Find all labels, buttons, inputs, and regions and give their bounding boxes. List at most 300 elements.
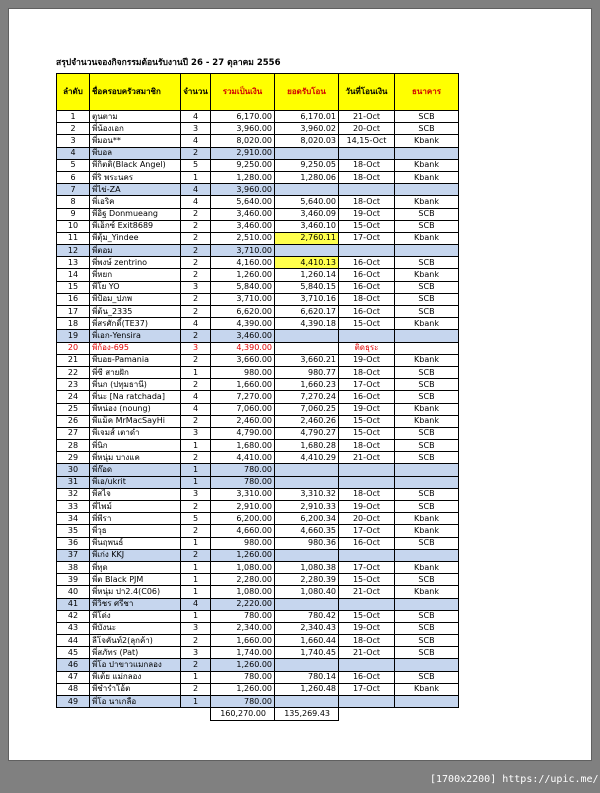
row-count: 1 bbox=[181, 610, 211, 622]
row-number: 31 bbox=[57, 476, 90, 488]
row-number: 10 bbox=[57, 220, 90, 232]
row-count: 2 bbox=[181, 549, 211, 561]
row-date bbox=[339, 549, 395, 561]
row-number: 19 bbox=[57, 330, 90, 342]
row-amount: 6,200.00 bbox=[211, 513, 275, 525]
row-bank: SCB bbox=[395, 208, 459, 220]
row-bank: SCB bbox=[395, 537, 459, 549]
row-amount: 3,710.00 bbox=[211, 293, 275, 305]
row-paid: 780.42 bbox=[275, 610, 339, 622]
row-number: 48 bbox=[57, 683, 90, 695]
table-row bbox=[57, 342, 459, 354]
row-paid: 1,740.45 bbox=[275, 647, 339, 659]
table-row bbox=[57, 220, 459, 232]
row-date: 16-Oct bbox=[339, 281, 395, 293]
row-count: 1 bbox=[181, 586, 211, 598]
row-bank: SCB bbox=[395, 281, 459, 293]
row-name: พี่ริ พระนคร bbox=[90, 171, 181, 183]
table-row bbox=[57, 574, 459, 586]
row-name: พี่ก๊อด bbox=[90, 464, 181, 476]
table-row bbox=[57, 464, 459, 476]
row-name: พี่นิก bbox=[90, 440, 181, 452]
row-date bbox=[339, 598, 395, 610]
table-row bbox=[57, 208, 459, 220]
row-bank: SCB bbox=[395, 635, 459, 647]
row-number: 16 bbox=[57, 293, 90, 305]
row-name: พี่บังนะ bbox=[90, 622, 181, 634]
table-row bbox=[57, 647, 459, 659]
row-amount: 3,460.00 bbox=[211, 220, 275, 232]
row-name: พี่ป้อม_ปภพ bbox=[90, 293, 181, 305]
table-header-row bbox=[57, 74, 459, 111]
row-number: 38 bbox=[57, 561, 90, 573]
image-host-caption: [1700x2200] https://upic.me/ bbox=[430, 774, 599, 785]
row-number: 3 bbox=[57, 135, 90, 147]
row-date: 16-Oct bbox=[339, 269, 395, 281]
row-number: 40 bbox=[57, 586, 90, 598]
row-paid: 2,280.39 bbox=[275, 574, 339, 586]
row-name: พี่หนุ่ม ปา2.4(C06) bbox=[90, 586, 181, 598]
row-date: 16-Oct bbox=[339, 306, 395, 318]
row-count: 2 bbox=[181, 415, 211, 427]
row-paid: 4,410.29 bbox=[275, 452, 339, 464]
row-amount: 6,170.00 bbox=[211, 111, 275, 123]
row-date: 19-Oct bbox=[339, 354, 395, 366]
row-name: พี่เอริค bbox=[90, 196, 181, 208]
row-paid: 4,390.18 bbox=[275, 318, 339, 330]
row-name: พี่สภัทร (Pat) bbox=[90, 647, 181, 659]
table-row bbox=[57, 184, 459, 196]
row-number: 4 bbox=[57, 147, 90, 159]
row-number: 26 bbox=[57, 415, 90, 427]
row-date: 19-Oct bbox=[339, 622, 395, 634]
row-amount: 3,710.00 bbox=[211, 245, 275, 257]
row-amount: 7,060.00 bbox=[211, 403, 275, 415]
row-name: พี่วิชร ศรีชา bbox=[90, 598, 181, 610]
row-count: 2 bbox=[181, 330, 211, 342]
row-count: 2 bbox=[181, 659, 211, 671]
table-row bbox=[57, 281, 459, 293]
row-paid: 3,460.10 bbox=[275, 220, 339, 232]
row-bank bbox=[395, 184, 459, 196]
row-count: 4 bbox=[181, 111, 211, 123]
row-date: 15-Oct bbox=[339, 574, 395, 586]
row-amount: 780.00 bbox=[211, 696, 275, 708]
row-paid: 6,170.01 bbox=[275, 111, 339, 123]
row-name: พี่โด่ง bbox=[90, 610, 181, 622]
row-date bbox=[339, 245, 395, 257]
row-bank: SCB bbox=[395, 379, 459, 391]
row-bank: SCB bbox=[395, 452, 459, 464]
row-name: พี่โอ นาเกลือ bbox=[90, 696, 181, 708]
row-name: พี่ไพม์ bbox=[90, 501, 181, 513]
row-number: 41 bbox=[57, 598, 90, 610]
table-row bbox=[57, 171, 459, 183]
row-count: 2 bbox=[181, 220, 211, 232]
header-paid: ยอดรับโอน bbox=[275, 74, 339, 111]
row-date: 18-Oct bbox=[339, 366, 395, 378]
row-amount: 780.00 bbox=[211, 476, 275, 488]
row-paid bbox=[275, 330, 339, 342]
row-amount: 9,250.00 bbox=[211, 159, 275, 171]
row-bank bbox=[395, 245, 459, 257]
row-number: 36 bbox=[57, 537, 90, 549]
row-count: 2 bbox=[181, 452, 211, 464]
row-count: 4 bbox=[181, 391, 211, 403]
row-date: ติดธุระ bbox=[339, 342, 395, 354]
header-date: วันที่โอนเงิน bbox=[339, 74, 395, 111]
row-paid: 4,660.35 bbox=[275, 525, 339, 537]
row-bank bbox=[395, 464, 459, 476]
row-bank bbox=[395, 659, 459, 671]
booking-summary-table bbox=[56, 73, 459, 721]
table-row bbox=[57, 257, 459, 269]
table-row bbox=[57, 683, 459, 695]
row-amount: 3,660.00 bbox=[211, 354, 275, 366]
table-row bbox=[57, 269, 459, 281]
row-name: พี่เอ็กซ์ Exit8689 bbox=[90, 220, 181, 232]
table-row bbox=[57, 403, 459, 415]
row-bank: SCB bbox=[395, 488, 459, 500]
row-name: พี่เจมส์ เตาดำ bbox=[90, 427, 181, 439]
document-page bbox=[8, 8, 592, 761]
row-count: 4 bbox=[181, 598, 211, 610]
row-count: 2 bbox=[181, 147, 211, 159]
header-count: จำนวน bbox=[181, 74, 211, 111]
table-row bbox=[57, 123, 459, 135]
row-count: 3 bbox=[181, 123, 211, 135]
row-number: 2 bbox=[57, 123, 90, 135]
row-name: พี่พงษ์ zentrino bbox=[90, 257, 181, 269]
row-bank: SCB bbox=[395, 574, 459, 586]
row-number: 1 bbox=[57, 111, 90, 123]
row-amount: 1,080.00 bbox=[211, 586, 275, 598]
row-amount: 4,390.00 bbox=[211, 342, 275, 354]
row-number: 28 bbox=[57, 440, 90, 452]
row-amount: 3,960.00 bbox=[211, 184, 275, 196]
row-paid: 1,680.28 bbox=[275, 440, 339, 452]
row-amount: 4,390.00 bbox=[211, 318, 275, 330]
row-amount: 2,510.00 bbox=[211, 232, 275, 244]
row-paid bbox=[275, 184, 339, 196]
row-number: 45 bbox=[57, 647, 90, 659]
row-amount: 980.00 bbox=[211, 366, 275, 378]
row-date bbox=[339, 184, 395, 196]
row-number: 43 bbox=[57, 622, 90, 634]
row-amount: 2,910.00 bbox=[211, 147, 275, 159]
row-paid: 1,080.38 bbox=[275, 561, 339, 573]
table-row bbox=[57, 354, 459, 366]
row-amount: 980.00 bbox=[211, 537, 275, 549]
totals-row bbox=[57, 708, 459, 721]
row-bank: SCB bbox=[395, 257, 459, 269]
row-date: 18-Oct bbox=[339, 293, 395, 305]
row-count: 2 bbox=[181, 501, 211, 513]
row-number: 24 bbox=[57, 391, 90, 403]
row-date: 15-Oct bbox=[339, 427, 395, 439]
row-bank: Kbank bbox=[395, 159, 459, 171]
row-bank: Kbank bbox=[395, 683, 459, 695]
row-name: พี่เอ/ukrit bbox=[90, 476, 181, 488]
row-paid bbox=[275, 464, 339, 476]
row-paid bbox=[275, 659, 339, 671]
row-amount: 2,910.00 bbox=[211, 501, 275, 513]
row-number: 5 bbox=[57, 159, 90, 171]
row-count: 4 bbox=[181, 318, 211, 330]
row-amount: 2,460.00 bbox=[211, 415, 275, 427]
row-amount: 5,840.00 bbox=[211, 281, 275, 293]
row-paid bbox=[275, 696, 339, 708]
header-name: ชื่อครอบครัวสมาชิก bbox=[90, 74, 181, 111]
row-paid: 9,250.05 bbox=[275, 159, 339, 171]
row-paid: 2,910.33 bbox=[275, 501, 339, 513]
row-paid: 2,760.11 bbox=[275, 232, 339, 244]
row-date: 14,15-Oct bbox=[339, 135, 395, 147]
row-amount: 780.00 bbox=[211, 610, 275, 622]
row-number: 46 bbox=[57, 659, 90, 671]
row-name: พี่ซี สายฝัก bbox=[90, 366, 181, 378]
row-bank: Kbank bbox=[395, 269, 459, 281]
row-date bbox=[339, 464, 395, 476]
row-bank: SCB bbox=[395, 501, 459, 513]
row-amount: 2,280.00 bbox=[211, 574, 275, 586]
row-name: พี่ตุ้ม_Yindee bbox=[90, 232, 181, 244]
row-paid: 7,060.25 bbox=[275, 403, 339, 415]
row-bank: Kbank bbox=[395, 415, 459, 427]
row-amount: 2,340.00 bbox=[211, 622, 275, 634]
row-amount: 2,220.00 bbox=[211, 598, 275, 610]
row-paid: 980.36 bbox=[275, 537, 339, 549]
row-bank: Kbank bbox=[395, 318, 459, 330]
row-paid bbox=[275, 476, 339, 488]
row-number: 13 bbox=[57, 257, 90, 269]
row-name: พี่แม็ค MrMacSayHi bbox=[90, 415, 181, 427]
row-name: พี่นก (ปทุมธานี) bbox=[90, 379, 181, 391]
row-number: 25 bbox=[57, 403, 90, 415]
table-row bbox=[57, 159, 459, 171]
table-row bbox=[57, 415, 459, 427]
row-date: 19-Oct bbox=[339, 403, 395, 415]
row-name: พี่หนุ่ม บางแค bbox=[90, 452, 181, 464]
row-number: 47 bbox=[57, 671, 90, 683]
row-bank: SCB bbox=[395, 610, 459, 622]
row-number: 42 bbox=[57, 610, 90, 622]
row-date: 17-Oct bbox=[339, 232, 395, 244]
row-paid: 6,620.17 bbox=[275, 306, 339, 318]
row-count: 2 bbox=[181, 257, 211, 269]
row-count: 2 bbox=[181, 245, 211, 257]
table-row bbox=[57, 537, 459, 549]
row-count: 1 bbox=[181, 537, 211, 549]
row-paid bbox=[275, 342, 339, 354]
table-row bbox=[57, 635, 459, 647]
table-row bbox=[57, 488, 459, 500]
row-bank bbox=[395, 342, 459, 354]
row-date: 16-Oct bbox=[339, 671, 395, 683]
row-bank bbox=[395, 549, 459, 561]
row-amount: 3,460.00 bbox=[211, 208, 275, 220]
row-bank: Kbank bbox=[395, 135, 459, 147]
row-count: 1 bbox=[181, 464, 211, 476]
table-row bbox=[57, 476, 459, 488]
table-row bbox=[57, 111, 459, 123]
row-paid: 1,280.06 bbox=[275, 171, 339, 183]
row-amount: 3,310.00 bbox=[211, 488, 275, 500]
row-paid bbox=[275, 549, 339, 561]
row-number: 9 bbox=[57, 208, 90, 220]
row-number: 15 bbox=[57, 281, 90, 293]
table-row bbox=[57, 440, 459, 452]
table-row bbox=[57, 232, 459, 244]
row-date: 19-Oct bbox=[339, 501, 395, 513]
row-bank: SCB bbox=[395, 440, 459, 452]
total-amount: 160,270.00 bbox=[211, 708, 275, 721]
row-paid bbox=[275, 245, 339, 257]
row-date: 15-Oct bbox=[339, 318, 395, 330]
row-bank: Kbank bbox=[395, 196, 459, 208]
table-row bbox=[57, 391, 459, 403]
row-amount: 1,080.00 bbox=[211, 561, 275, 573]
row-number: 6 bbox=[57, 171, 90, 183]
row-number: 14 bbox=[57, 269, 90, 281]
table-row bbox=[57, 549, 459, 561]
row-amount: 1,260.00 bbox=[211, 549, 275, 561]
row-bank: Kbank bbox=[395, 171, 459, 183]
table-row bbox=[57, 696, 459, 708]
row-paid: 3,310.32 bbox=[275, 488, 339, 500]
row-paid: 5,840.15 bbox=[275, 281, 339, 293]
row-bank: SCB bbox=[395, 293, 459, 305]
row-date: 20-Oct bbox=[339, 513, 395, 525]
row-count: 3 bbox=[181, 427, 211, 439]
row-bank: SCB bbox=[395, 366, 459, 378]
row-number: 7 bbox=[57, 184, 90, 196]
row-bank: Kbank bbox=[395, 232, 459, 244]
row-amount: 4,660.00 bbox=[211, 525, 275, 537]
row-count: 3 bbox=[181, 488, 211, 500]
row-count: 5 bbox=[181, 513, 211, 525]
row-bank bbox=[395, 598, 459, 610]
row-name: พี่ตอม bbox=[90, 245, 181, 257]
row-number: 35 bbox=[57, 525, 90, 537]
row-date bbox=[339, 696, 395, 708]
row-paid: 6,200.34 bbox=[275, 513, 339, 525]
table-row bbox=[57, 525, 459, 537]
row-bank: Kbank bbox=[395, 586, 459, 598]
table-row bbox=[57, 330, 459, 342]
row-amount: 4,160.00 bbox=[211, 257, 275, 269]
row-date: 18-Oct bbox=[339, 635, 395, 647]
row-bank: SCB bbox=[395, 671, 459, 683]
row-count: 2 bbox=[181, 635, 211, 647]
row-count: 3 bbox=[181, 342, 211, 354]
row-name: พี่สรศักดิ์(TE37) bbox=[90, 318, 181, 330]
row-date: 20-Oct bbox=[339, 123, 395, 135]
row-amount: 1,660.00 bbox=[211, 635, 275, 647]
row-name: พี่บอย-Pamania bbox=[90, 354, 181, 366]
row-name: พี่ทุด bbox=[90, 561, 181, 573]
row-date bbox=[339, 476, 395, 488]
row-name: พี่มอน** bbox=[90, 135, 181, 147]
row-count: 5 bbox=[181, 159, 211, 171]
table-row bbox=[57, 501, 459, 513]
row-paid: 1,260.48 bbox=[275, 683, 339, 695]
row-paid: 1,660.44 bbox=[275, 635, 339, 647]
row-paid bbox=[275, 147, 339, 159]
row-count: 2 bbox=[181, 354, 211, 366]
row-date bbox=[339, 330, 395, 342]
row-date: 17-Oct bbox=[339, 561, 395, 573]
row-bank: SCB bbox=[395, 111, 459, 123]
row-number: 8 bbox=[57, 196, 90, 208]
row-name: พี่อิฐ Donmueang bbox=[90, 208, 181, 220]
row-count: 1 bbox=[181, 476, 211, 488]
row-amount: 4,790.00 bbox=[211, 427, 275, 439]
row-paid: 3,660.21 bbox=[275, 354, 339, 366]
row-paid: 1,260.14 bbox=[275, 269, 339, 281]
row-bank bbox=[395, 330, 459, 342]
row-amount: 8,020.00 bbox=[211, 135, 275, 147]
row-paid: 3,460.09 bbox=[275, 208, 339, 220]
row-name: พี่น้องเอก bbox=[90, 123, 181, 135]
row-number: 23 bbox=[57, 379, 90, 391]
table-row bbox=[57, 293, 459, 305]
row-name: ลีโจคันท์2(ลุกค้า) bbox=[90, 635, 181, 647]
row-count: 1 bbox=[181, 696, 211, 708]
header-bank: ธนาคาร bbox=[395, 74, 459, 111]
row-count: 2 bbox=[181, 208, 211, 220]
page-title: สรุปจำนวนจองกิจกรรมต้อนรับงานปี 26 - 27 ตุลาคม 2556 bbox=[56, 58, 281, 68]
row-paid: 5,640.00 bbox=[275, 196, 339, 208]
row-amount: 5,640.00 bbox=[211, 196, 275, 208]
table-row bbox=[57, 598, 459, 610]
row-amount: 6,620.00 bbox=[211, 306, 275, 318]
row-number: 37 bbox=[57, 549, 90, 561]
row-count: 2 bbox=[181, 232, 211, 244]
table-row bbox=[57, 659, 459, 671]
row-amount: 4,410.00 bbox=[211, 452, 275, 464]
row-date: 18-Oct bbox=[339, 159, 395, 171]
row-count: 1 bbox=[181, 561, 211, 573]
row-paid: 1,660.23 bbox=[275, 379, 339, 391]
row-date: 16-Oct bbox=[339, 391, 395, 403]
table-row bbox=[57, 586, 459, 598]
row-number: 44 bbox=[57, 635, 90, 647]
row-number: 12 bbox=[57, 245, 90, 257]
table-row bbox=[57, 379, 459, 391]
row-number: 11 bbox=[57, 232, 90, 244]
row-name: พี่ต้น_2335 bbox=[90, 306, 181, 318]
table-row bbox=[57, 147, 459, 159]
row-amount: 1,260.00 bbox=[211, 683, 275, 695]
row-count: 2 bbox=[181, 379, 211, 391]
row-date: 18-Oct bbox=[339, 488, 395, 500]
table-row bbox=[57, 245, 459, 257]
row-date: 18-Oct bbox=[339, 440, 395, 452]
row-amount: 7,270.00 bbox=[211, 391, 275, 403]
row-paid: 980.77 bbox=[275, 366, 339, 378]
row-count: 1 bbox=[181, 366, 211, 378]
row-bank: Kbank bbox=[395, 354, 459, 366]
row-date: 21-Oct bbox=[339, 111, 395, 123]
row-date: 15-Oct bbox=[339, 220, 395, 232]
row-number: 30 bbox=[57, 464, 90, 476]
row-date bbox=[339, 659, 395, 671]
row-number: 29 bbox=[57, 452, 90, 464]
row-count: 4 bbox=[181, 196, 211, 208]
table-row bbox=[57, 366, 459, 378]
row-count: 2 bbox=[181, 683, 211, 695]
